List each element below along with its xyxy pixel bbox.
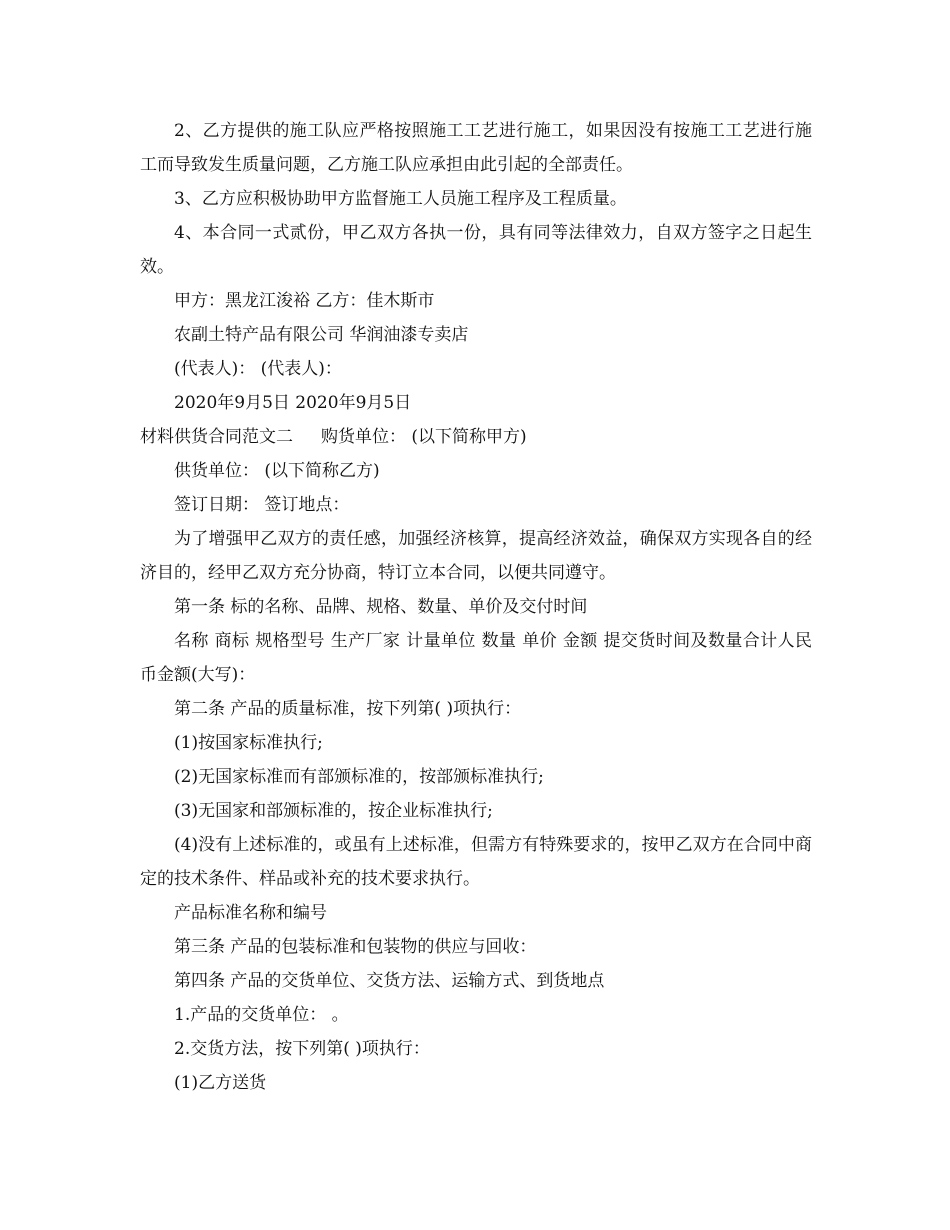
- article-4-item-1: 1.产品的交货单位： 。: [174, 1005, 349, 1025]
- section-title: 材料供货合同范文二: [140, 427, 293, 447]
- clause-3-paragraph: 3、乙方应积极协助甲方监督施工人员施工程序及工程质量。: [174, 189, 627, 209]
- party-names-line: 甲方：黑龙江浚裕 乙方：佳木斯市: [174, 291, 435, 311]
- article-2-item-3: (3)无国家和部颁标准的，按企业标准执行;: [174, 801, 493, 821]
- product-standard-line: 产品标准名称和编号: [174, 903, 327, 923]
- article-2-heading: 第二条 产品的质量标准，按下列第( )项执行：: [174, 699, 522, 719]
- article-1-fields: 名称 商标 规格型号 生产厂家 计量单位 数量 单价 金额 提交货时间及数量合计人民币金额(大写)：: [140, 631, 812, 685]
- article-2-item-1: (1)按国家标准执行;: [174, 733, 323, 753]
- buyer-unit-line: 购货单位： (以下简称甲方): [321, 427, 527, 447]
- article-2-item-2: (2)无国家标准而有部颁标准的，按部颁标准执行;: [174, 767, 544, 787]
- article-4-heading: 第四条 产品的交货单位、交货方法、运输方式、到货地点: [174, 971, 605, 991]
- article-1-heading: 第一条 标的名称、品牌、规格、数量、单价及交付时间: [174, 597, 588, 617]
- signing-info-line: 签订日期： 签订地点：: [174, 495, 350, 515]
- document-body: [140, 114, 812, 1100]
- clause-4-paragraph: 4、本合同一式贰份，甲乙双方各执一份，具有同等法律效力，自双方签字之日起生效。: [140, 223, 812, 277]
- supplier-unit-line: 供货单位： (以下简称乙方): [174, 461, 380, 481]
- section-title-line: [140, 420, 812, 454]
- article-4-subitem-1: (1)乙方送货: [174, 1073, 267, 1093]
- signing-date-line: 2020年9月5日 2020年9月5日: [174, 393, 412, 413]
- article-3-heading: 第三条 产品的包装标准和包装物的供应与回收：: [174, 937, 537, 957]
- representative-line: (代表人)： (代表人)：: [174, 359, 342, 379]
- article-4-item-2: 2.交货方法，按下列第( )项执行：: [174, 1039, 430, 1059]
- clause-2-paragraph: 2、乙方提供的施工队应严格按照施工工艺进行施工，如果因没有按施工工艺进行施工而导致发生质量问题，乙方施工队应承担由此引起的全部责任。: [140, 121, 812, 175]
- party-companies-line: 农副土特产品有限公司 华润油漆专卖店: [174, 325, 469, 345]
- article-2-item-4: (4)没有上述标准的，或虽有上述标准，但需方有特殊要求的，按甲乙双方在合同中商定的技术条件、样品或补充的技术要求执行。: [140, 835, 812, 889]
- purpose-paragraph: 为了增强甲乙双方的责任感，加强经济核算，提高经济效益，确保双方实现各自的经济目的，经甲乙双方充分协商，特订立本合同，以便共同遵守。: [140, 529, 812, 583]
